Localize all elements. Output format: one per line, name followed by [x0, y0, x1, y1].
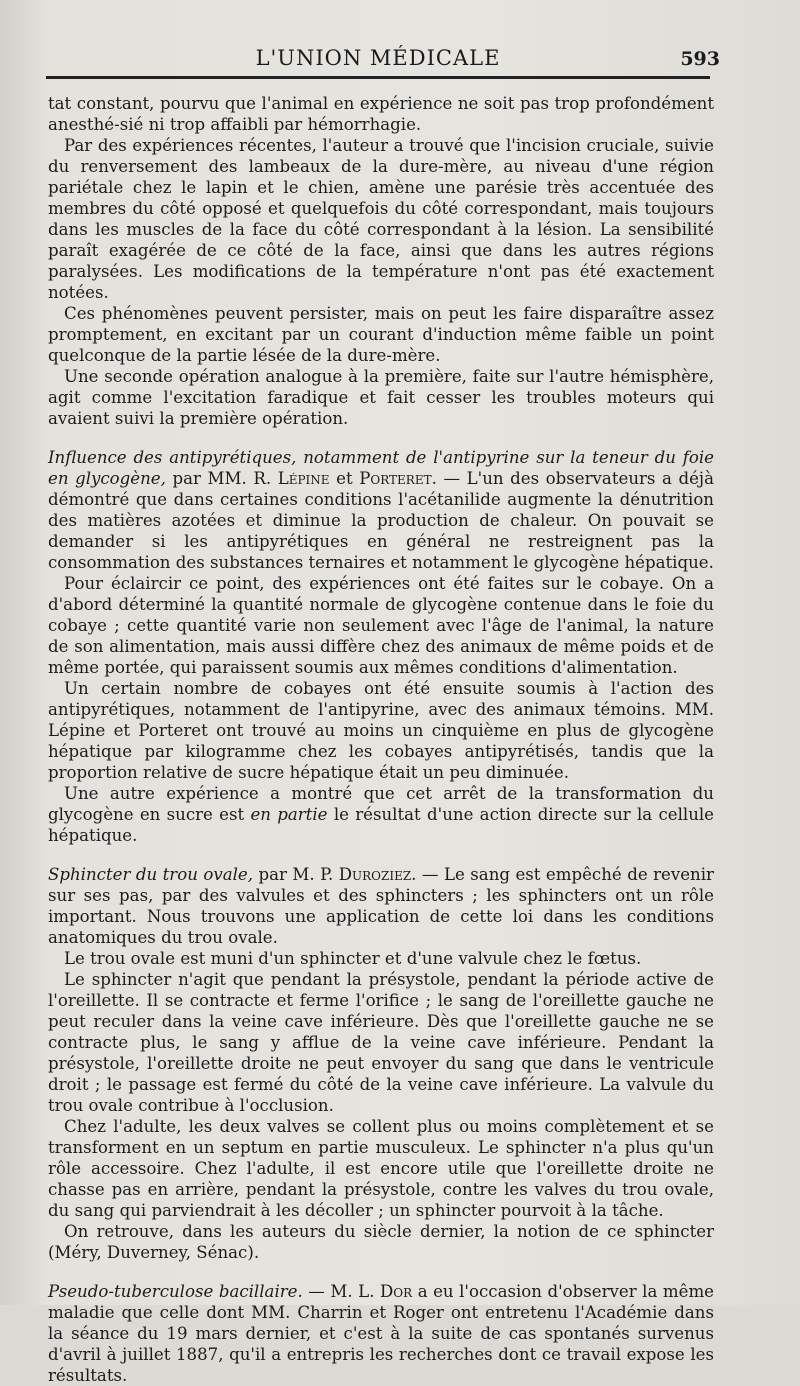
conjunction: et	[336, 469, 353, 488]
paragraph: Pour éclaircir ce point, des expériences ont été faites sur le cobaye. On a d'abord déterminé la quantité normale de glycogène contenue dans le foie du cobaye ; cette quantité varie non seulement avec l'âge de l'animal, la nature de son alimentation, mais aussi diffère chez des animaux de même poids et de même portée, qui paraissent soumis aux mêmes conditions d'alimentation.	[48, 574, 714, 677]
by-label: — M. L.	[302, 1282, 375, 1301]
paragraph: tat constant, pourvu que l'animal en expérience ne soit pas trop profondément anesthé-sié ni trop affaibli par hémorrhagie.	[48, 94, 714, 134]
article-body	[48, 93, 714, 1386]
paragraph: Un certain nombre de cobayes ont été ensuite soumis à l'action des antipyrétiques, notamment de l'antipyrine, avec des animaux témoins. MM. Lépine et Porteret ont trouvé au moins un cinquième en plus de glycogène hépatique par kilogramme chez les cobayes antipyrétisés, tandis que la proportion relative de sucre hépatique était un peu diminuée.	[48, 679, 714, 782]
author-name: Porteret.	[359, 469, 437, 488]
paragraph: Une seconde opération analogue à la première, faite sur l'autre hémisphère, agit comme l'excitation faradique et fait cesser les troubles moteurs qui avaient suivi la première opération.	[48, 367, 714, 428]
by-label: par MM. R.	[172, 469, 272, 488]
paragraph	[48, 783, 714, 846]
by-label: par M. P.	[258, 865, 334, 884]
paragraph: On retrouve, dans les auteurs du siècle dernier, la notion de ce sphincter (Méry, Duverney, Sénac).	[48, 1222, 714, 1262]
paragraph-text: a eu l'occasion d'observer la même maladie que celle dont MM. Charrin et Roger ont entretenu l'Académie dans la séance du 19 mars dernier, et c'est à la suite de cas spontanés survenus d'avril à juillet 1887, qu'il a entrepris les recherches dont ce travail expose les résultats.	[48, 1282, 714, 1385]
author-name: Dor	[380, 1282, 413, 1301]
author-name: Lépine	[277, 469, 330, 488]
paragraph-text: — Le sang est empêché de revenir sur ses pas, par des valvules et des sphincters ; les sphincters ont un rôle important. Nous trouvons une application de cette loi dans les conditions anatomiques du trou ovale.	[48, 865, 714, 947]
page-header	[46, 44, 720, 79]
section-sphincter-intro	[48, 864, 714, 948]
section-antipyretiques-intro	[48, 447, 714, 573]
paragraph: Ces phénomènes peuvent persister, mais on peut les faire disparaître assez promptement, en excitant par un courant d'induction même faible un point quelconque de la partie lésée de la dure-mère.	[48, 304, 714, 365]
emphasis-text: en partie	[250, 805, 328, 824]
running-title: L'UNION MÉDICALE	[255, 46, 501, 70]
paragraph-text: — L'un des observateurs a déjà démontré que dans certaines conditions l'acétanilide augmente la dénutrition des matières azotées et diminue la production de chaleur. On pouvait se demander si les antipyrétiques en général ne restreignent pas la consommation des substances ternaires et notamment le glycogène hépatique.	[48, 469, 714, 572]
section-title: Sphincter du trou ovale,	[48, 865, 254, 884]
paragraph: Le trou ovale est muni d'un sphincter et d'une valvule chez le fœtus.	[64, 949, 642, 968]
page-number: 593	[680, 48, 720, 70]
paragraph-text: Une autre expérience a montré que cet arrêt de la transformation du glycogène en sucre est	[48, 784, 714, 824]
paragraph: Le sphincter n'agit que pendant la présystole, pendant la période active de l'oreillette. Il se contracte et ferme l'orifice ; le sang de l'oreillette gauche ne peut reculer dans la veine cave inférieure. Dès que l'oreillette gauche ne se contracte plus, le sang y afflue de la veine cave inférieure. Pendant la présystole, l'oreillette droite ne peut envoyer du sang que dans le ventricule droit ; le passage est fermé du côté de la veine cave inférieure. La valvule du trou ovale contribue à l'occlusion.	[48, 970, 714, 1115]
section-pseudo-intro	[48, 1281, 714, 1386]
paragraph-text: le résultat d'une action directe sur la cellule hépatique.	[48, 805, 715, 845]
section-title: Pseudo-tuberculose bacillaire.	[48, 1282, 303, 1301]
section-title: Influence des antipyrétiques, notamment de l'antipyrine sur la teneur du foie en glycogène,	[48, 448, 714, 488]
paragraph: Chez l'adulte, les deux valves se collent plus ou moins complètement et se transforment en un septum en partie musculeux. Le sphincter n'a plus qu'un rôle accessoire. Chez l'adulte, il est encore utile que l'oreillette droite ne chasse pas en arrière, pendant la présystole, contre les valves du trou ovale, du sang qui parviendrait à les décoller ; un sphincter pourvoit à la tâche.	[48, 1117, 714, 1220]
author-name: Duroziez.	[338, 865, 417, 884]
paragraph: Par des expériences récentes, l'auteur a trouvé que l'incision cruciale, suivie du renversement des lambeaux de la dure-mère, au niveau d'une région pariétale chez le lapin et le chien, amène une parésie très accentuée des membres du côté opposé et quelquefois du côté correspondant, mais toujours dans les muscles de la face du côté correspondant à la lésion. La sensibilité paraît exagérée de ce côté de la face, ainsi que dans les autres régions paralysées. Les modifications de la température n'ont pas été exactement notées.	[48, 136, 714, 302]
